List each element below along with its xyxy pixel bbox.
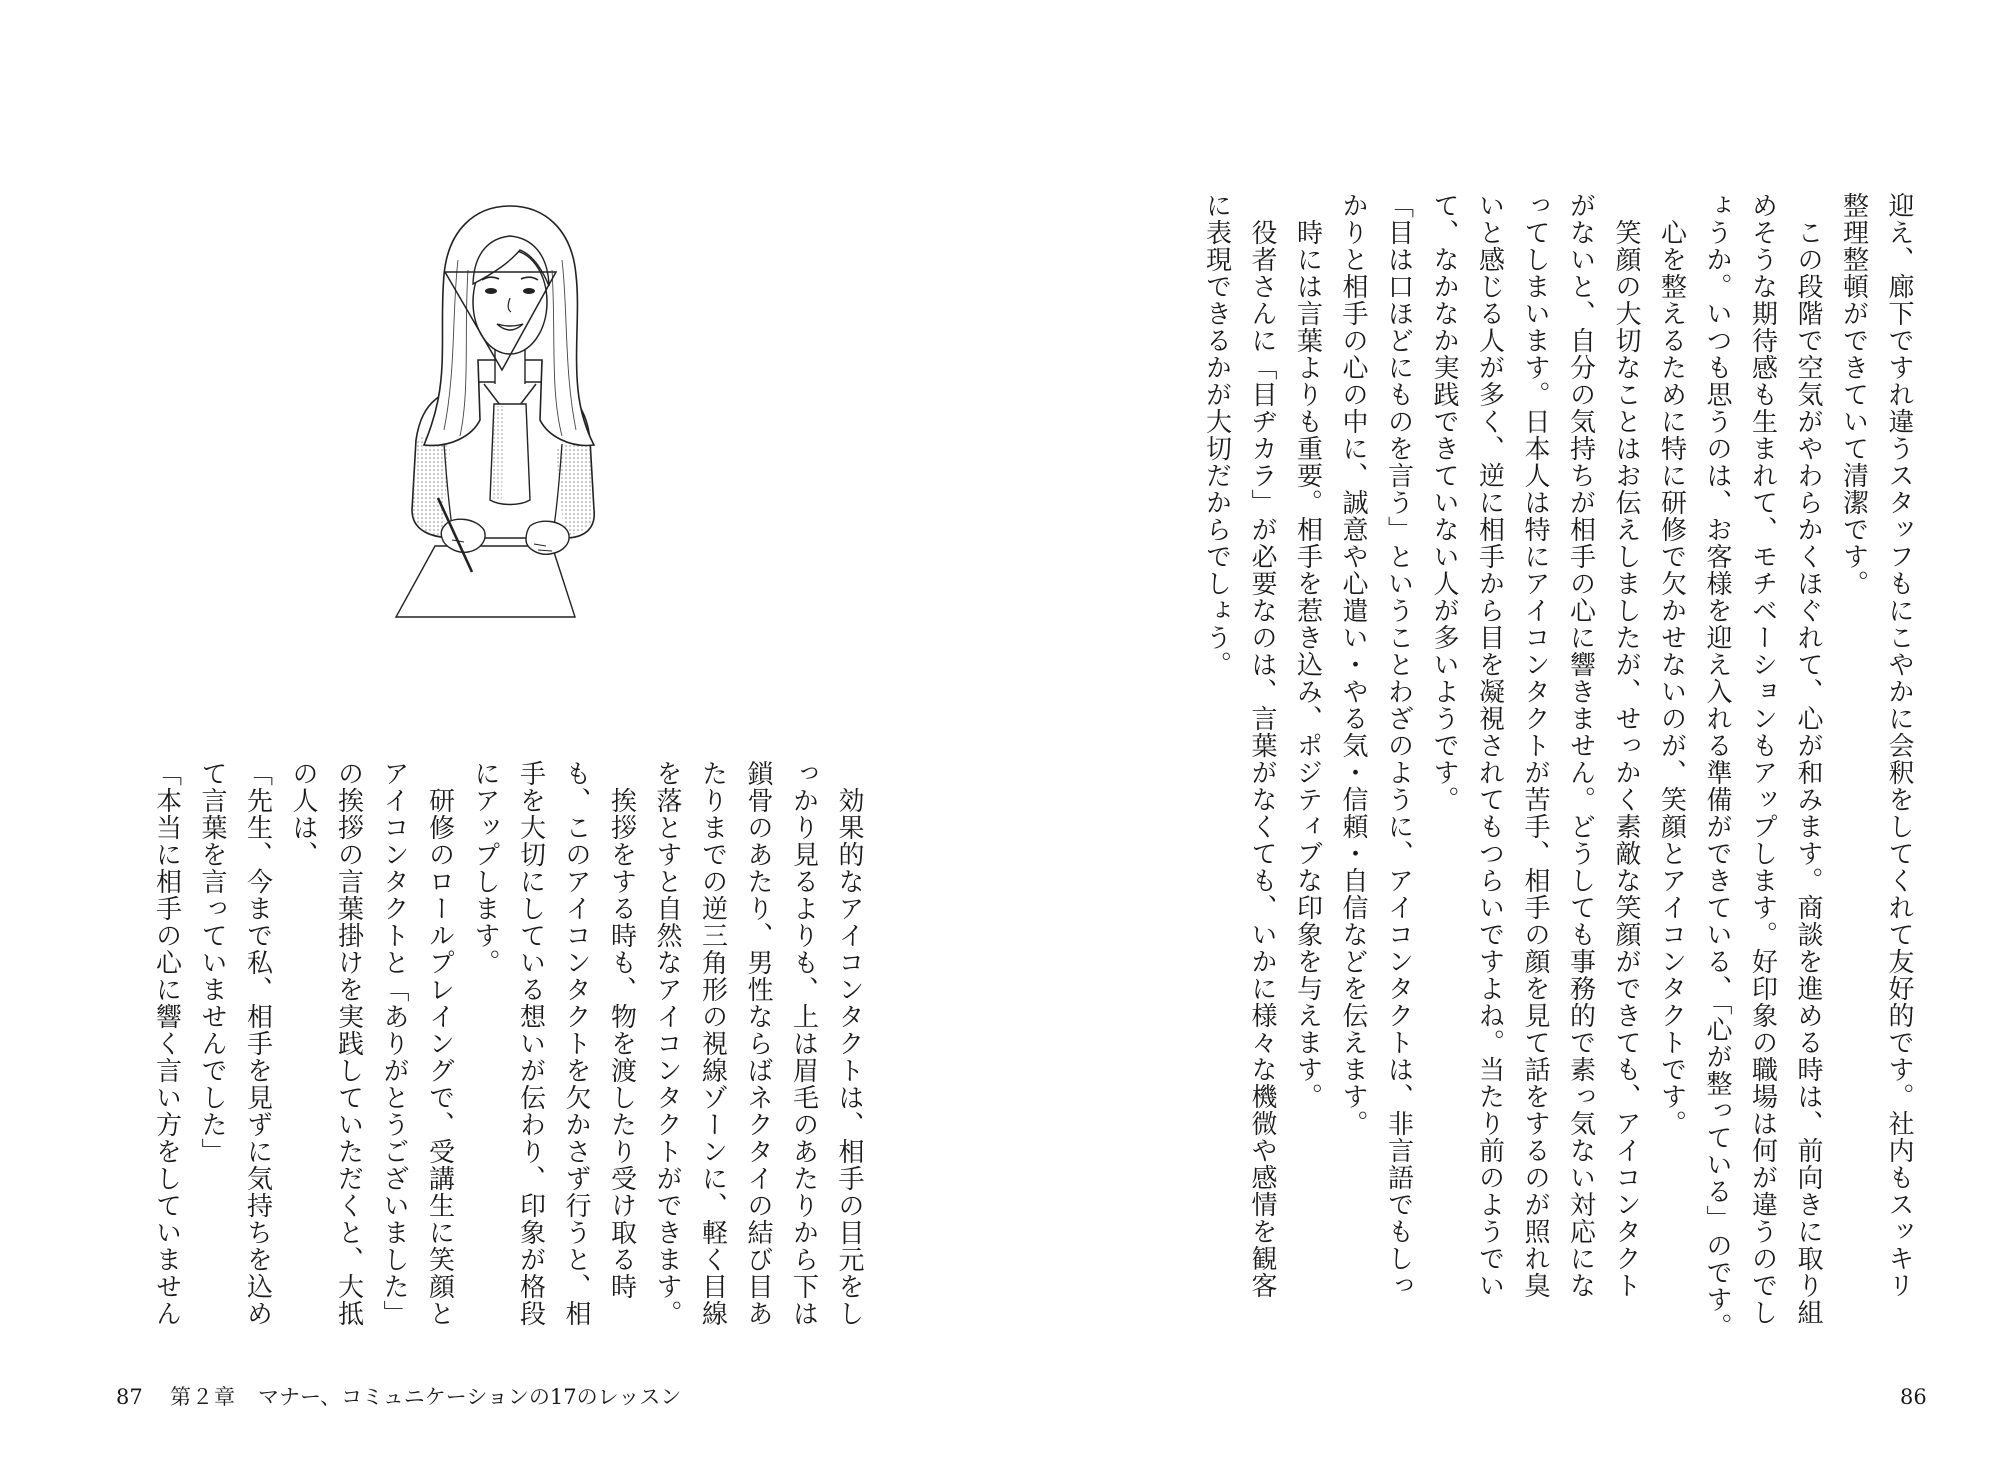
text-line: 鎖骨のあたり、男性ならばネクタイの結び目あ [743,760,773,1327]
right-eye [523,288,535,294]
left-page-body-text [143,760,871,1360]
text-line: 挨拶をする時も、物を渡したり受け取る時 [606,760,637,1300]
text-line: ょうか。いつも思うのは、お客様を迎え入れる準備ができている、「心が整っている」のです。 [1702,192,1732,1340]
woman-eye-contact-illustration [380,200,620,640]
text-line: アイコンタクトと「ありがとうございました」 [379,760,409,1327]
text-line: て言葉を言っていませんでした」 [197,760,227,1165]
text-line: いと感じる人が多く、逆に相手から目を凝視されてもつらいですよね。当たり前のようでい [1474,192,1505,1299]
text-line: 手を大切にしている想いが伝わり、印象が格段 [515,760,546,1327]
text-line: この段階で空気がやわらかくほぐれて、心が和みます。商談を進める時は、前向きに取り組 [1793,192,1823,1326]
text-line: て、なかなか実践できていない人が多いようです。 [1429,192,1459,813]
text-line: 「本当に相手の心に響く言い方をしていません [151,760,182,1327]
text-line: 「目は口ほどにものを言う」ということわざのように、アイコンタクトは、非言語でもしっ [1383,192,1414,1299]
right-page-number: 86 [1900,1385,1927,1409]
text-line: 研修のロールプレイングで、受講生に笑顔と [424,760,455,1327]
left-eye [485,288,497,294]
text-line: 時には言葉よりも重要。相手を惹き込み、ポジティブな印象を与えます。 [1292,192,1323,1110]
text-line: たりまでの逆三角形の視線ゾーンに、軽く目線 [697,760,728,1327]
chapter-title: マナー、コミュニケーションの17のレッスン [258,1385,682,1409]
text-line: っかり見るよりも、上は眉毛のあたりから下は [788,760,819,1327]
chapter-label: 第２章 [170,1385,236,1409]
text-line: がないと、自分の気持ちが相手の心に響きません。どうしても事務的で素っ気ない対応にな [1565,192,1596,1299]
text-line: 整理整頓ができていて清潔です。 [1838,192,1869,597]
text-line: も、このアイコンタクトを欠かさず行うと、相 [561,760,591,1327]
left-page-number: 87 [116,1385,143,1409]
text-line: を落とすと自然なアイコンタクトができます。 [652,760,682,1327]
text-line: 効果的なアイコンタクトは、相手の目元をし [834,760,864,1327]
text-line: の人は、 [288,760,318,868]
text-line: 笑顔の大切なことはお伝えしましたが、せっかく素敵な笑顔ができても、アイコンタクト [1611,192,1641,1299]
text-line: かりと相手の心の中に、誠意や心遣い・やる気・信頼・自信などを伝えます。 [1338,192,1368,1137]
text-line: にアップします。 [470,760,500,976]
text-line: 迎え、廊下ですれ違うスタッフもにこやかに会釈をしてくれて友好的です。社内もスッキリ [1884,192,1914,1299]
text-line: 役者さんに「目ヂカラ」が必要なのは、言葉がなくても、いかに様々な機微や感情を観客 [1247,192,1277,1299]
right-hand [526,521,569,554]
text-line: に表現できるかが大切だからでしょう。 [1201,192,1232,678]
text-line: の挨拶の言葉掛けを実践していただくと、大抵 [333,760,364,1327]
text-line: 「先生、今まで私、相手を見ずに気持ちを込め [242,760,273,1327]
text-line: めそうな期待感も生まれて、モチベーションもアップします。好印象の職場は何が違うのでし [1747,192,1778,1326]
right-page-body-text [1193,192,1921,1382]
text-line: 心を整えるために特に研修で欠かせないのが、笑顔とアイコンタクトです。 [1656,192,1687,1137]
text-line: ってしまいます。日本人は特にアイコンタクトが苦手、相手の顔を見て話をするのが照れ臭 [1520,192,1550,1299]
paper [396,546,575,617]
